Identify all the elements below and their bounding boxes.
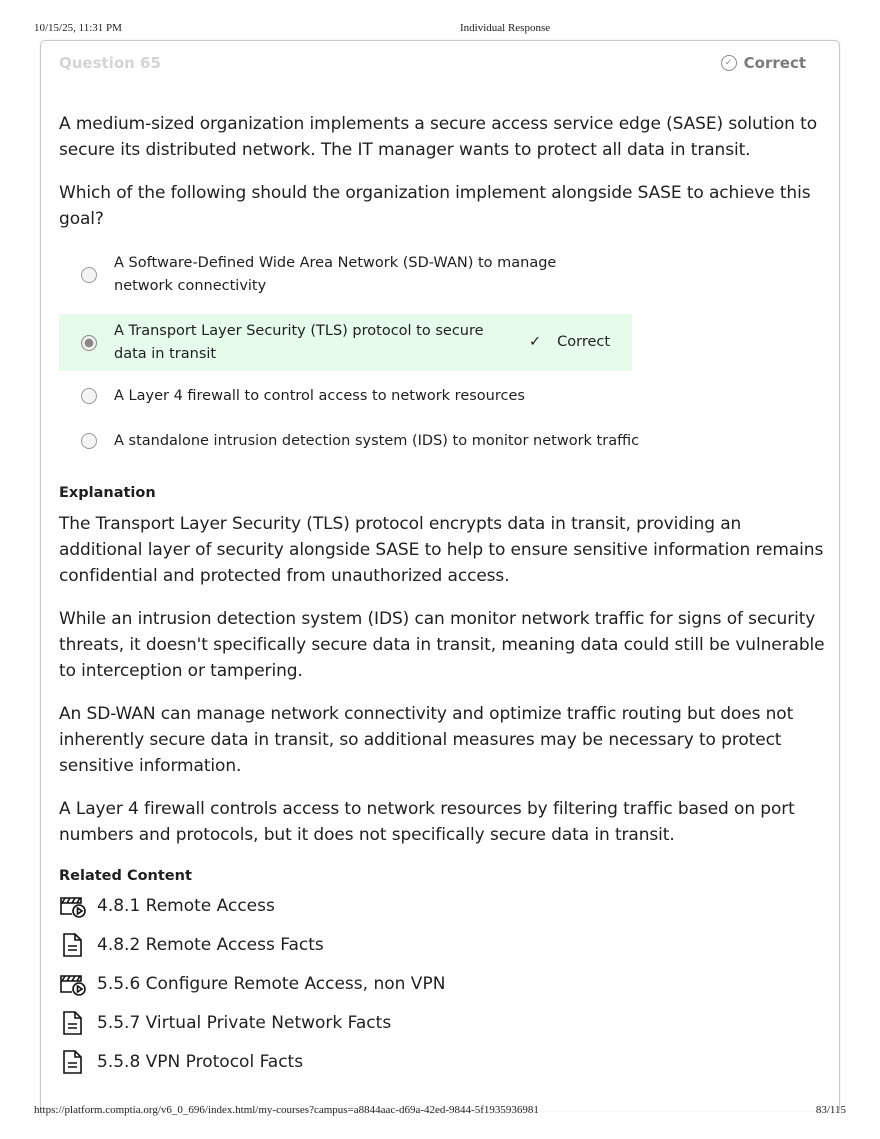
radio-button-selected[interactable] [81,335,97,351]
explanation-paragraph: The Transport Layer Security (TLS) protocol encrypts data in transit, providing an additional layer of security alongside SASE to help to ensure sensitive information remains confidential and protected from unauthorized access. [59,514,824,586]
question-prompt: Which of the following should the organization implement alongside SASE to achieve this goal? [59,183,811,229]
document-icon [59,1010,87,1036]
radio-button[interactable] [81,388,97,404]
check-circle-icon: ✓ [721,55,737,71]
question-card [40,40,840,1111]
related-item[interactable] [59,1042,829,1081]
option-text: A Software-Defined Wide Area Network (SD-WAN) to manage network connectivity [114,255,557,294]
option-text: A Layer 4 firewall to control access to network resources [114,387,525,404]
related-item[interactable] [59,925,829,964]
related-label: 4.8.2 Remote Access Facts [97,934,324,955]
related-item[interactable] [59,1003,829,1042]
option-text: A standalone intrusion detection system (IDS) to monitor network traffic [114,432,640,449]
related-label: 5.5.6 Configure Remote Access, non VPN [97,973,446,994]
explanation-paragraph: While an intrusion detection system (IDS) can monitor network traffic for signs of security threats, it doesn't specifically secure data in transit, meaning data could still be vulnerable to interception or tampering. [59,609,825,681]
option-layer4-firewall[interactable] [59,373,829,419]
radio-button[interactable] [81,433,97,449]
explanation-heading: Explanation [59,485,156,501]
related-label: 5.5.7 Virtual Private Network Facts [97,1012,392,1033]
answer-options [59,252,829,463]
related-heading: Related Content [59,868,192,884]
question-title: Question 65 [59,54,161,72]
related-item[interactable] [59,886,829,925]
status-label: Correct [743,54,806,72]
video-icon [59,894,87,918]
document-icon [59,1049,87,1075]
question-status [721,54,806,72]
document-icon [59,932,87,958]
feedback-label: Correct [557,334,611,350]
option-ids[interactable] [59,419,829,463]
explanation-paragraph: A Layer 4 firewall controls access to network resources by filtering traffic based on port numbers and protocols, but it does not specifically secure data in transit. [59,799,795,845]
print-page-number: 83/115 [815,1104,846,1116]
related-item[interactable] [59,964,829,1003]
radio-button[interactable] [81,267,97,283]
explanation-paragraph: An SD-WAN can manage network connectivity and optimize traffic routing but does not inherently secure data in transit, so additional measures may be necessary to protect sensitive information. [59,704,794,776]
option-tls[interactable] [59,314,632,371]
video-icon [59,972,87,996]
print-title: Individual Response [460,22,551,34]
correct-feedback [529,331,610,354]
print-url: https://platform.comptia.org/v6_0_696/index.html/my-courses?campus=a8844aac-d69a-42ed-9844-5f1935936981 [34,1104,539,1116]
question-text: A medium-sized organization implements a secure access service edge (SASE) solution to secure its distributed network. The IT manager wants to protect all data in transit. [59,114,818,160]
related-label: 5.5.8 VPN Protocol Facts [97,1051,304,1072]
option-text: A Transport Layer Security (TLS) protocol to secure data in transit [114,322,484,362]
related-list [59,886,829,1081]
print-datetime: 10/15/25, 11:31 PM [34,22,122,34]
option-sd-wan[interactable] [59,252,829,298]
related-label: 4.8.1 Remote Access [97,895,275,916]
checkmark-icon: ✓ [529,334,542,350]
